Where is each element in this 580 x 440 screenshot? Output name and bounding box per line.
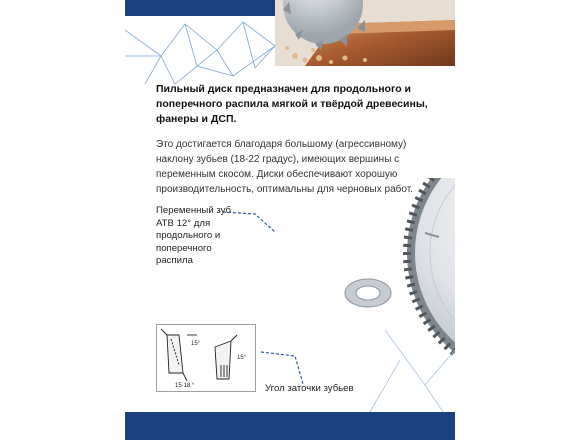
angle-label-bottom: 15-18 ° [175,383,195,389]
sharpening-angle-callout: Угол заточки зубьев [265,383,354,394]
angle-label-right: 15° [237,355,247,361]
tooth-type-callout: Переменный зуб АТВ 12° для продольного и поперечного распила [156,205,232,266]
tooth-profiles [157,325,257,393]
tooth-angle-diagram [156,324,256,392]
angle-label-top: 15° [191,341,201,347]
saw-blade: VERTEXTOOLS ПИЛЬНЫЙ ДИСК ПО ДЕРЕВУ [385,178,455,373]
product-card [125,0,544,440]
lead-text: Пильный диск предназначен для продольного и поперечного распила мягкой и твёрдой древесины, фанеры и ДСП. [156,83,428,125]
saw-cutting-wood-photo [275,0,455,66]
bottom-band [125,412,455,440]
reducing-ring [343,277,393,309]
description-text: Это достигается благодаря большому (агрессивному) наклону зубьев (18-22 градус), имеющих вершины с переменным скосом. Диски обеспечивают хорошую производительность, оптимальны для черновых работ. [156,139,413,195]
